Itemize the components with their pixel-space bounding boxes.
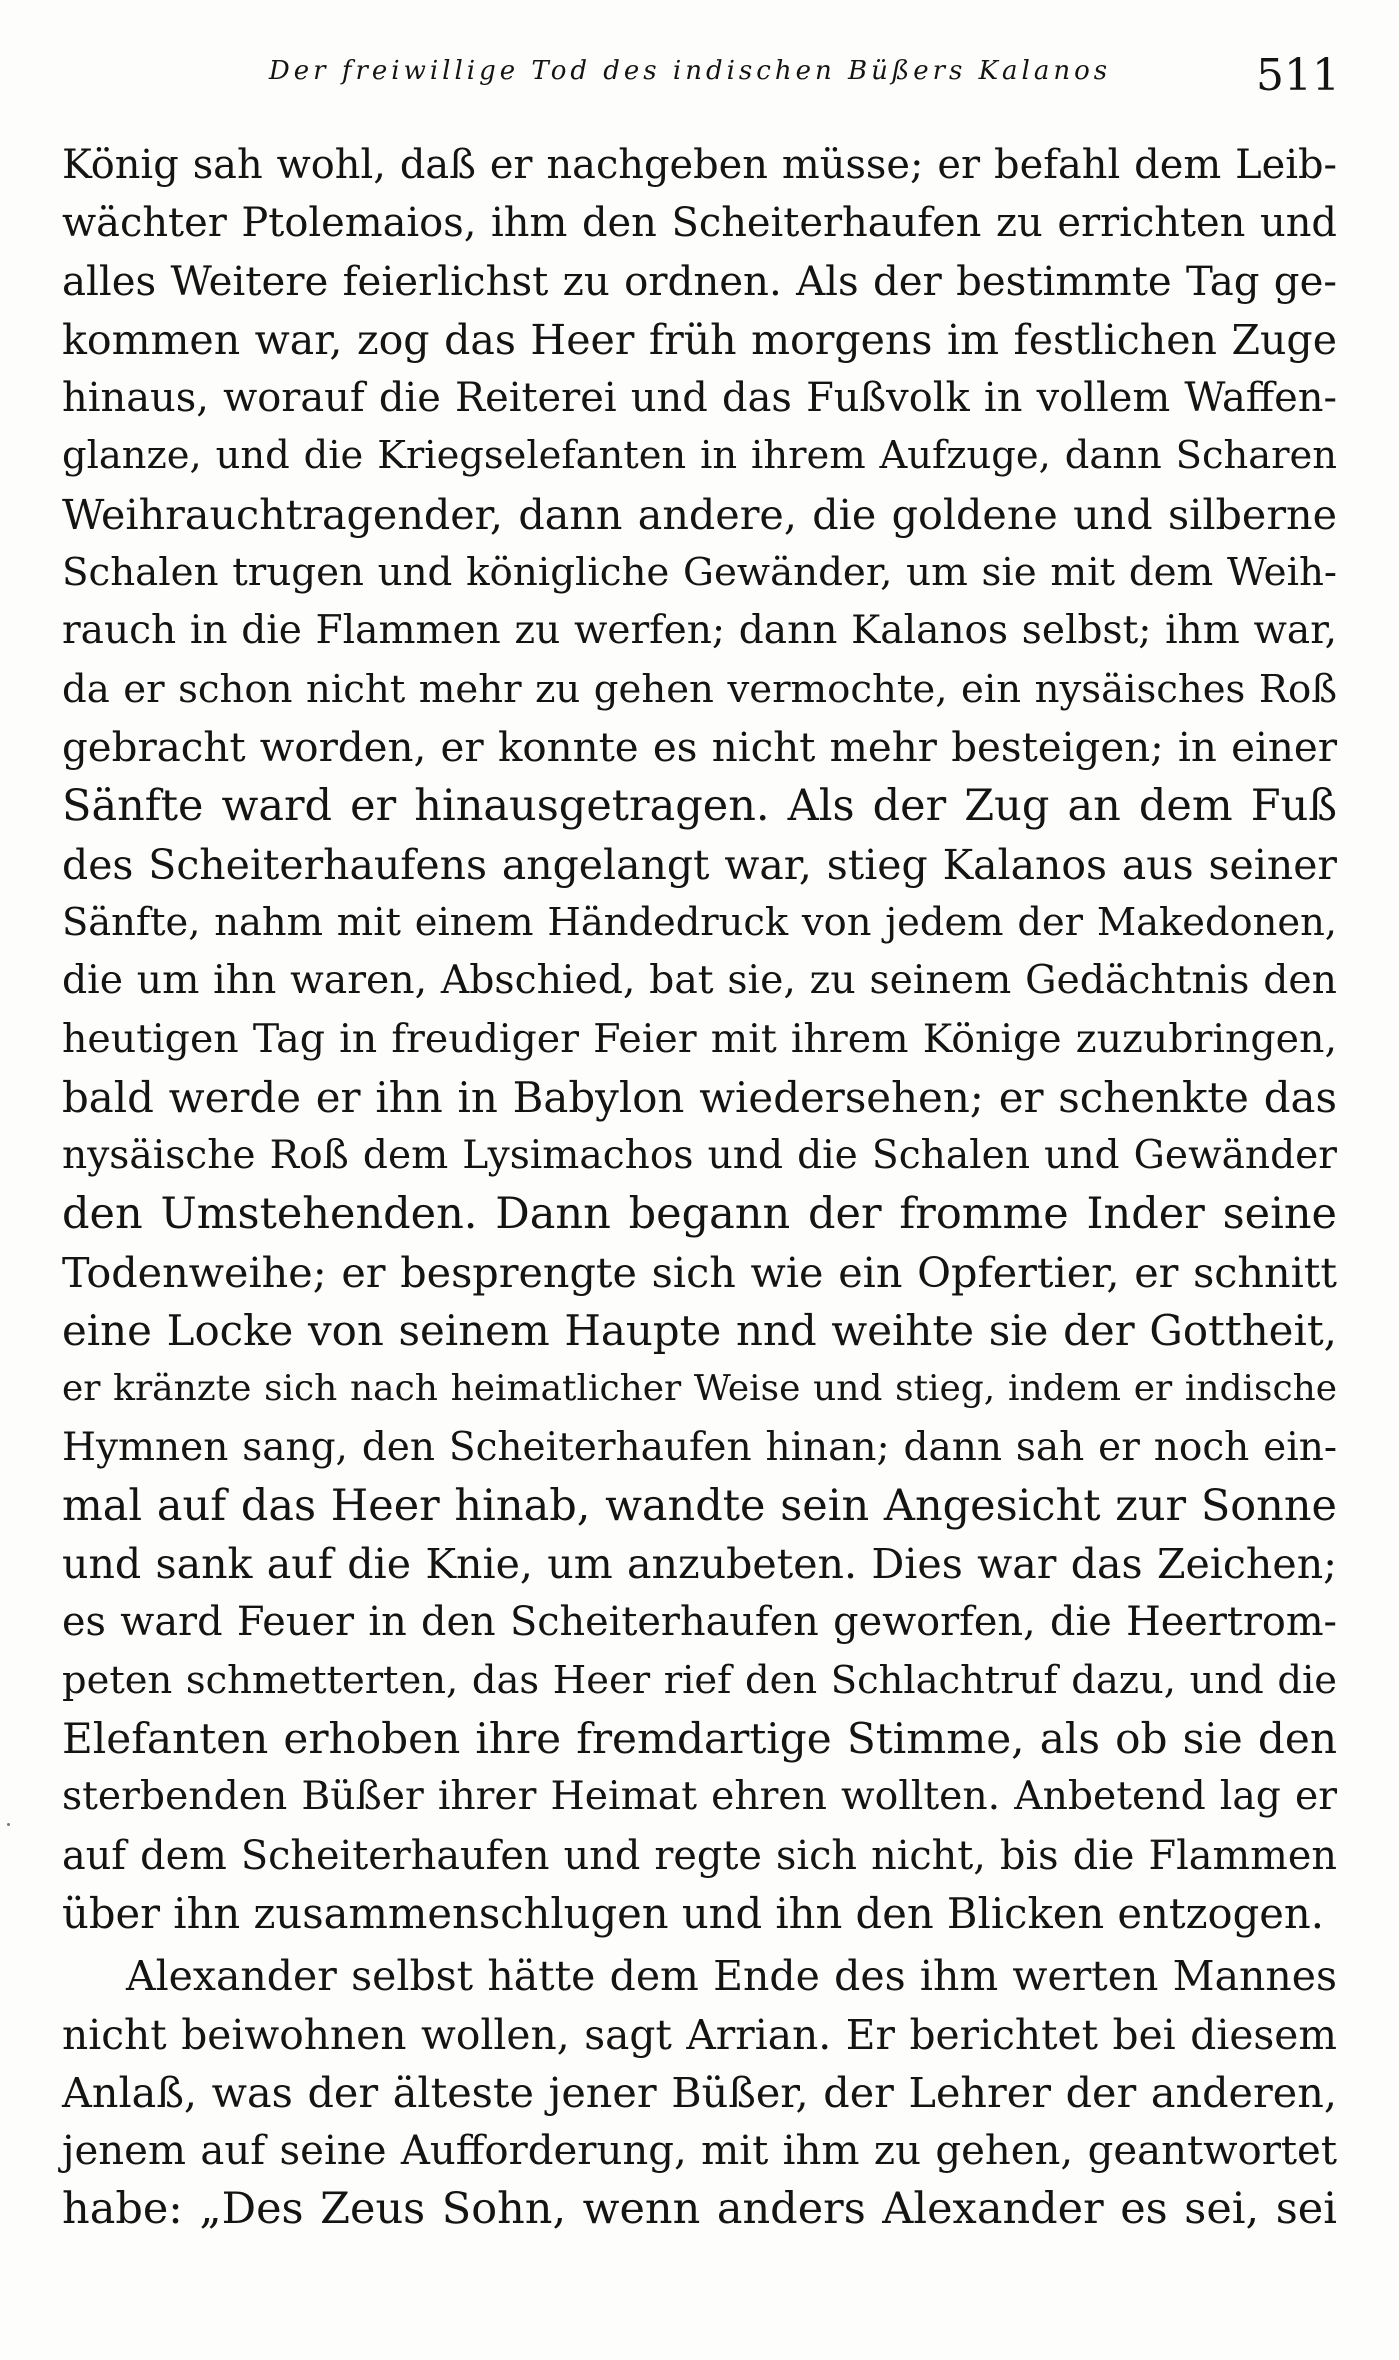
text-line: Schalen trugen und königliche Gewänder, um sie mit dem Weih- <box>62 550 1337 596</box>
text-line: über ihn zusammenschlugen und ihn den Blicken entzogen. <box>62 1888 1324 1938</box>
text-line: eine Locke von seinem Haupte nnd weihte sie der Gottheit, <box>62 1305 1337 1355</box>
paper-speck <box>7 1823 10 1826</box>
text-line: es ward Feuer in den Scheiterhaufen geworfen, die Heertrom- <box>62 1599 1337 1646</box>
text-line: und sank auf die Knie, um anzubeten. Dies war das Zeichen; <box>62 1540 1337 1589</box>
text-line: nicht beiwohnen wollen, sagt Arrian. Er berichtet bei diesem <box>62 2010 1337 2059</box>
text-line: heutigen Tag in freudiger Feier mit ihrem Könige zuzubringen, <box>62 1016 1337 1063</box>
text-line: des Scheiterhaufens angelangt war, stieg Kalanos aus seiner <box>62 840 1337 889</box>
text-line: glanze, und die Kriegselefanten in ihrem Aufzuge, dann Scharen <box>62 433 1337 479</box>
text-line: kommen war, zog das Heer früh morgens im festlichen Zuge <box>62 315 1337 364</box>
text-line: alles Weitere feierlichst zu ordnen. Als der bestimmte Tag ge- <box>62 258 1337 305</box>
text-line: den Umstehenden. Dann begann der fromme Inder seine <box>62 1189 1337 1240</box>
text-line: nysäische Roß dem Lysimachos und die Schalen und Gewänder <box>62 1133 1337 1179</box>
text-line: König sah wohl, daß er nachgeben müsse; er befahl dem Leib- <box>62 142 1337 188</box>
text-line: Weihrauchtragender, dann andere, die goldene und silberne <box>62 490 1337 539</box>
text-line: gebracht worden, er konnte es nicht mehr besteigen; in einer <box>62 723 1337 771</box>
text-line: mal auf das Heer hinab, wandte sein Angesicht zur Sonne <box>62 1480 1337 1531</box>
text-line: Sänfte, nahm mit einem Händedruck von jedem der Makedonen, <box>62 899 1337 945</box>
text-line: wächter Ptolemaios, ihm den Scheiterhaufen zu errichten und <box>62 200 1337 247</box>
text-line: Elefanten erhoben ihre fremdartige Stimme, als ob sie den <box>62 1714 1337 1764</box>
text-line: Alexander selbst hätte dem Ende des ihm werten Mannes <box>126 1952 1337 2001</box>
text-line: die um ihn waren, Abschied, bat sie, zu seinem Gedächtnis den <box>62 958 1337 1004</box>
body-text <box>62 136 1337 2239</box>
running-title: Der freiwillige Tod des indischen Büßers Kalanos <box>268 56 1112 86</box>
text-line: Anlaß, was der älteste jener Büßer, der Lehrer der anderen, <box>62 2068 1337 2117</box>
text-line: bald werde er ihn in Babylon wiedersehen; er schenkte das <box>62 1072 1337 1122</box>
text-line: er kränzte sich nach heimatlicher Weise und stieg, indem er indische <box>62 1368 1337 1410</box>
text-line: jenem auf seine Aufforderung, mit ihm zu gehen, geantwortet <box>62 2128 1337 2175</box>
text-line: rauch in die Flammen zu werfen; dann Kalanos selbst; ihm war, <box>62 608 1337 654</box>
text-line: Sänfte ward er hinausgetragen. Als der Zug an dem Fuß <box>62 781 1337 832</box>
text-line: sterbenden Büßer ihrer Heimat ehren wollten. Anbetend lag er <box>62 1774 1337 1820</box>
text-line: habe: „Des Zeus Sohn, wenn anders Alexander es sei, sei <box>62 2184 1337 2235</box>
text-line: da er schon nicht mehr zu gehen vermochte, ein nysäisches Roß <box>62 666 1337 712</box>
text-line: auf dem Scheiterhaufen und regte sich nicht, bis die Flammen <box>62 1832 1337 1879</box>
text-line: hinaus, worauf die Reiterei und das Fußvolk in vollem Waffen- <box>62 375 1337 422</box>
paragraph-2 <box>62 1947 1337 2238</box>
paragraph-1 <box>62 136 1337 1943</box>
running-head <box>70 50 1340 110</box>
text-line: peten schmetterten, das Heer rief den Schlachtruf dazu, und die <box>62 1657 1337 1703</box>
text-line: Hymnen sang, den Scheiterhaufen hinan; dann sah er noch ein- <box>62 1424 1337 1470</box>
text-line: Todenweihe; er besprengte sich wie ein Opfertier, er schnitt <box>62 1248 1337 1297</box>
page-number: 511 <box>1256 50 1340 101</box>
